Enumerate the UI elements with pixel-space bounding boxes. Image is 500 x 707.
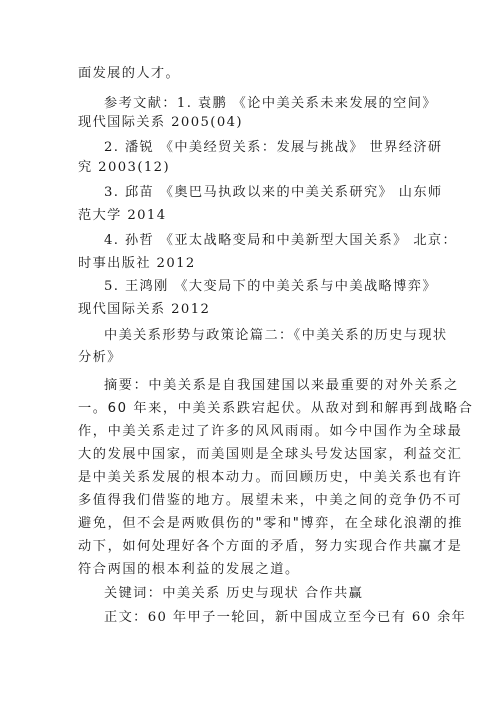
reference-3-line-1: 3. 邱苗 《奥巴马执政以来的中美关系研究》 山东师: [104, 185, 443, 200]
abstract-line-6: 多值得我们借鉴的地方。展望未来，中美之间的竞争仍不可: [78, 493, 463, 508]
abstract-line-8: 动下，如何处理好各个方面的矛盾，努力实现合作共赢才是: [78, 539, 463, 554]
abstract-line-5: 是中美关系发展的根本动力。而回顾历史，中美关系也有许: [78, 470, 463, 485]
body-line-1: 正文：60 年甲子一轮回，新中国成立至今已有 60 余年: [104, 610, 467, 625]
abstract-line-1: 摘要：中美关系是自我国建国以来最重要的对外关系之: [104, 378, 459, 393]
reference-2-line-1: 2. 潘锐 《中美经贸关系：发展与挑战》 世界经济研: [104, 140, 443, 155]
abstract-line-2: 一。60 年来，中美关系跌宕起伏。从敌对到和解再到战略合: [78, 401, 474, 416]
keywords-line: 关键词：中美关系 历史与现状 合作共赢: [104, 586, 364, 601]
reference-5-line-2: 现代国际关系 2012: [78, 302, 211, 317]
abstract-line-3: 作，中美关系走过了许多的风风雨雨。如今中国作为全球最: [78, 424, 463, 439]
reference-4-line-1: 4. 孙哲 《亚太战略变局和中美新型大国关系》 北京：: [104, 233, 458, 248]
reference-4-line-2: 时事出版社 2012: [78, 256, 196, 271]
abstract-line-9: 符合两国的根本利益的发展之道。: [78, 562, 300, 577]
section-title-line-2: 分析》: [78, 350, 122, 365]
reference-1-line-1: 参考文献：1. 袁鹏 《论中美关系未来发展的空间》: [104, 96, 437, 111]
reference-3-line-2: 范大学 2014: [78, 208, 167, 223]
reference-5-line-1: 5. 王鸿刚 《大变局下的中美关系与中美战略博弈》: [104, 279, 437, 294]
abstract-line-4: 大的发展中国家，而美国则是全球头号发达国家，利益交汇: [78, 447, 463, 462]
section-title-line-1: 中美关系形势与政策论篇二：《中美关系的历史与现状: [104, 328, 448, 343]
reference-1-line-2: 现代国际关系 2005(04): [78, 115, 243, 130]
abstract-line-7: 避免，但不会是两败俱伤的"零和"博弈，在全球化浪潮的推: [78, 516, 464, 531]
intro-line: 面发展的人才。: [78, 66, 181, 81]
reference-2-line-2: 究 2003(12): [78, 160, 171, 175]
